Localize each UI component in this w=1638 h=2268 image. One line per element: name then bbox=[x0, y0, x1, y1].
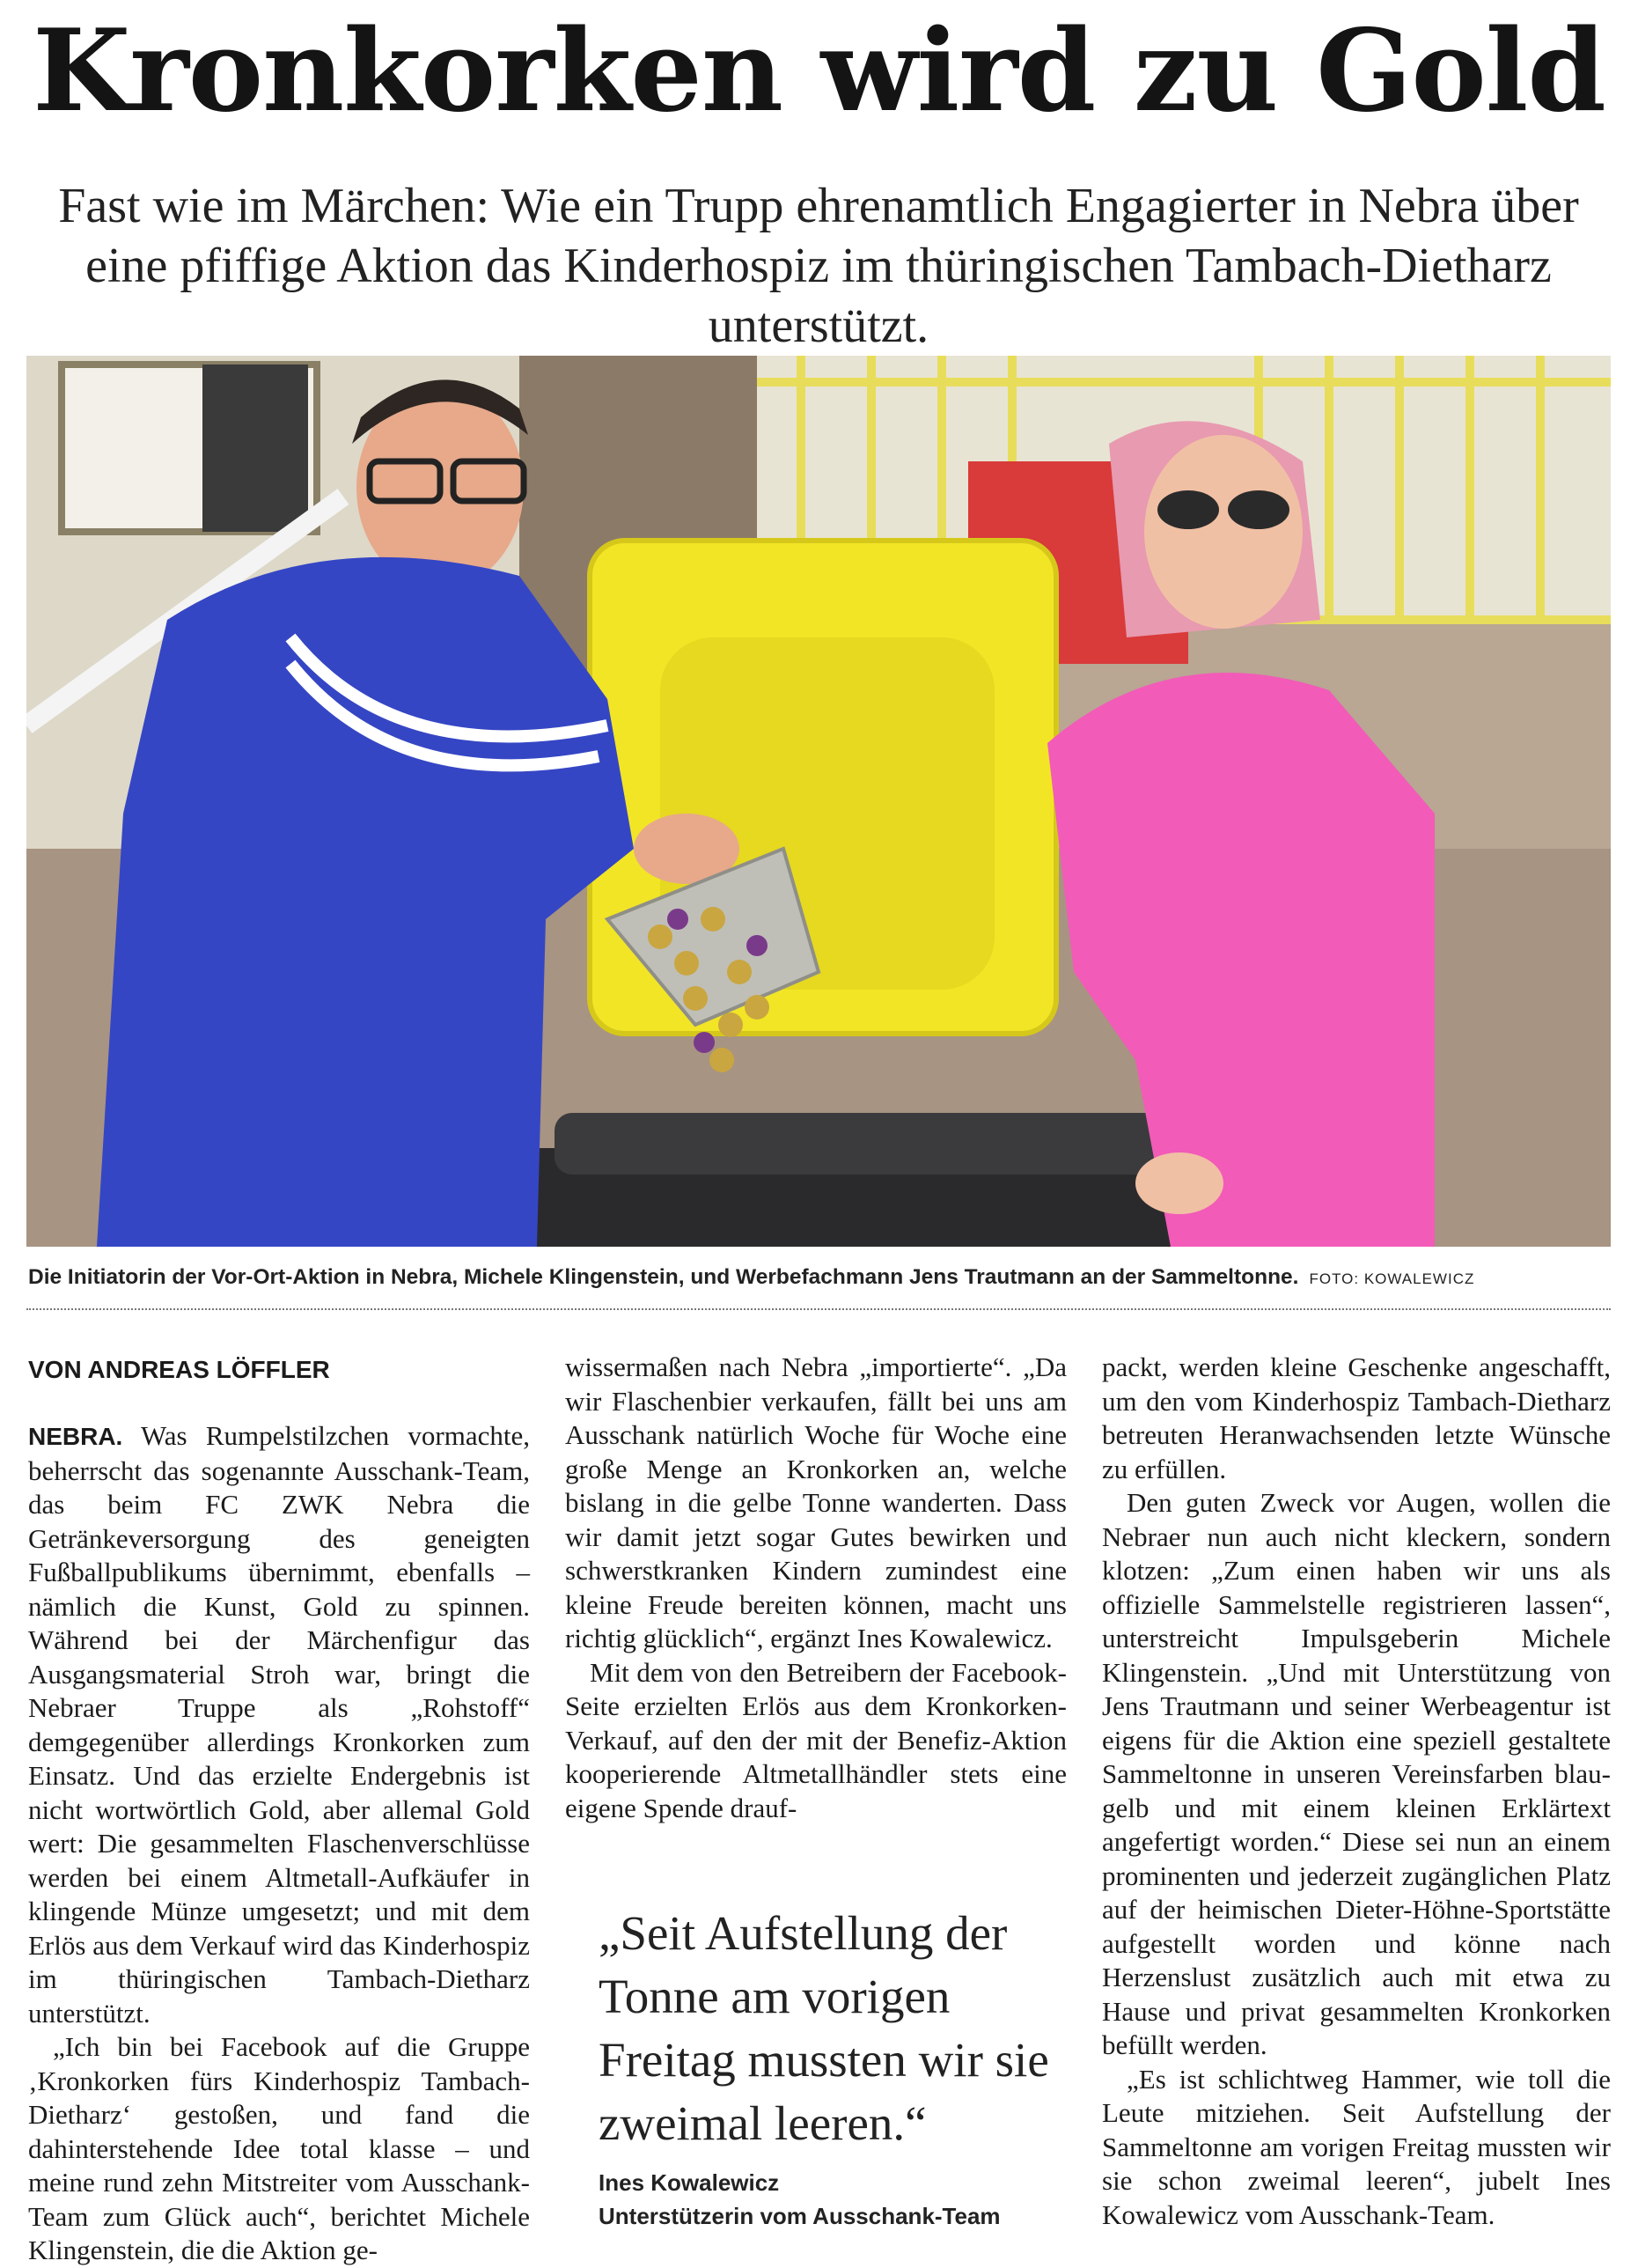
paragraph-3-start: Mit dem von den Betreibern der Facebook-Seite erzielten Erlös aus dem Kronkorken-Verkauf, auf den der mit der Benefiz-Aktion kooperierende Altmetallhändler stets eine eigene Spende drauf- bbox=[565, 1656, 1067, 1823]
dateline: NEBRA. bbox=[28, 1423, 123, 1450]
byline: VON ANDREAS LÖFFLER bbox=[28, 1356, 330, 1383]
paragraph-2-end: wissermaßen nach Nebra „importierte“. „Da wir Flaschenbier verkaufen, fällt bei uns am Ausschank natürlich Woche für Woche eine große Menge an Kronkorken an, welche bislang in die gelbe Tonne wanderten. Dass wir damit jetzt sogar Gutes bewirken und schwerstkranken Kindern zumindest eine kleine Freude bereiten können, macht uns richtig glücklich“, ergänzt Ines Kowalewicz. bbox=[565, 1351, 1067, 1653]
headline: Kronkorken wird zu Gold bbox=[33, 5, 1605, 137]
pull-quote-attribution bbox=[599, 2166, 1091, 2233]
photo-caption bbox=[28, 1262, 1612, 1295]
article-column-3 bbox=[1102, 1351, 1611, 2232]
paragraph-4: Den guten Zweck vor Augen, wollen die Nebraer nun auch nicht kleckern, sondern klotzen: „Zum einen haben wir uns als offizielle Sammelstelle registrieren lassen“, unterstreicht Impulsgeberin Michele Klingenstein. „Und mit Unterstützung von Jens Trautmann und seiner Werbeagentur ist eigens für die Aktion eine speziell gestaltete Sammeltonne in unseren Vereinsfarben blau-gelb und mit einem kleinen Erklärtext angefertigt worden.“ Diese sei nun an einem prominenten und jederzeit zugänglichen Platz auf der heimischen Dieter-Höhne-Sportstätte aufgestellt worden und könne nach Herzenslust zusätzlich auch mit etwa zu Hause und privat gesammelten Kronkorken befüllt werden. bbox=[1102, 1487, 1611, 2060]
photo-credit: FOTO: KOWALEWICZ bbox=[1309, 1270, 1475, 1287]
paragraph-intro bbox=[28, 1419, 530, 2030]
caption-divider bbox=[26, 1308, 1611, 1310]
caption-text: Die Initiatorin der Vor-Ort-Aktion in Nebra, Michele Klingenstein, und Werbefachmann Jens Trautmann an der Sammeltonne. bbox=[28, 1265, 1299, 1289]
subheadline: Fast wie im Märchen: Wie ein Trupp ehrenamtlich Engagierter in Nebra über eine pfiffige Aktion das Kinderhospiz im thüringischen Tambach-Dietharz unterstützt. bbox=[58, 179, 1579, 353]
paragraph-5: „Es ist schlichtweg Hammer, wie toll die Leute mitziehen. Seit Aufstellung der Sammeltonne am vorigen Freitag mussten wir sie schon zweimal leeren“, jubelt Ines Kowalewicz vom Ausschank-Team. bbox=[1102, 2063, 1611, 2230]
article-column-2 bbox=[565, 1351, 1067, 1825]
photo-illustration bbox=[26, 356, 1611, 1247]
pull-quote-name: Ines Kowalewicz bbox=[599, 2169, 780, 2196]
article-photo bbox=[26, 356, 1611, 1247]
article-column-1 bbox=[28, 1419, 530, 2268]
paragraph-1-text: Was Rumpelstilzchen vormachte, beherrscht das sogenannte Ausschank-Team, das beim FC ZWK Nebra die Getränkeversorgung des geneigten Fußballpublikums übernimmt, ebenfalls – nämlich die Kunst, Gold zu spinnen. Während bei der Märchenfigur das Ausgangsmaterial Stroh war, bringt die Nebraer Truppe als „Rohstoff“ demgegenüber allerdings Kronkorken zum Einsatz. Und das erzielte Endergebnis ist nicht wortwörtlich Gold, aber allemal Gold wert: Die gesammelten Flaschenverschlüsse werden bei einem Altmetall-Aufkäufer in klingende Münze umgesetzt; und mit dem Erlös aus dem Verkauf wird das Kinderhospiz im thüringischen Tambach-Dietharz unterstützt. bbox=[28, 1420, 530, 2029]
pull-quote: „Seit Aufstellung der Tonne am vorigen Freitag mussten wir sie zweimal leeren.“ bbox=[599, 1906, 1049, 2150]
paragraph-3-end: packt, werden kleine Geschenke angeschafft, um den vom Kinderhospiz Tambach-Dietharz betreuten Heranwachsenden letzte Wünsche zu erfüllen. bbox=[1102, 1351, 1611, 1484]
paragraph-2-start: „Ich bin bei Facebook auf die Gruppe ‚Kronkorken fürs Kinderhospiz Tambach-Dietharz‘ gestoßen, und fand die dahinterstehende Idee total klasse – und meine rund zehn Mitstreiter vom Ausschank-Team zum Glück auch“, berichtet Michele Klingenstein, die die Aktion ge- bbox=[28, 2031, 530, 2265]
pull-quote-role: Unterstützerin vom Ausschank-Team bbox=[599, 2203, 1001, 2229]
